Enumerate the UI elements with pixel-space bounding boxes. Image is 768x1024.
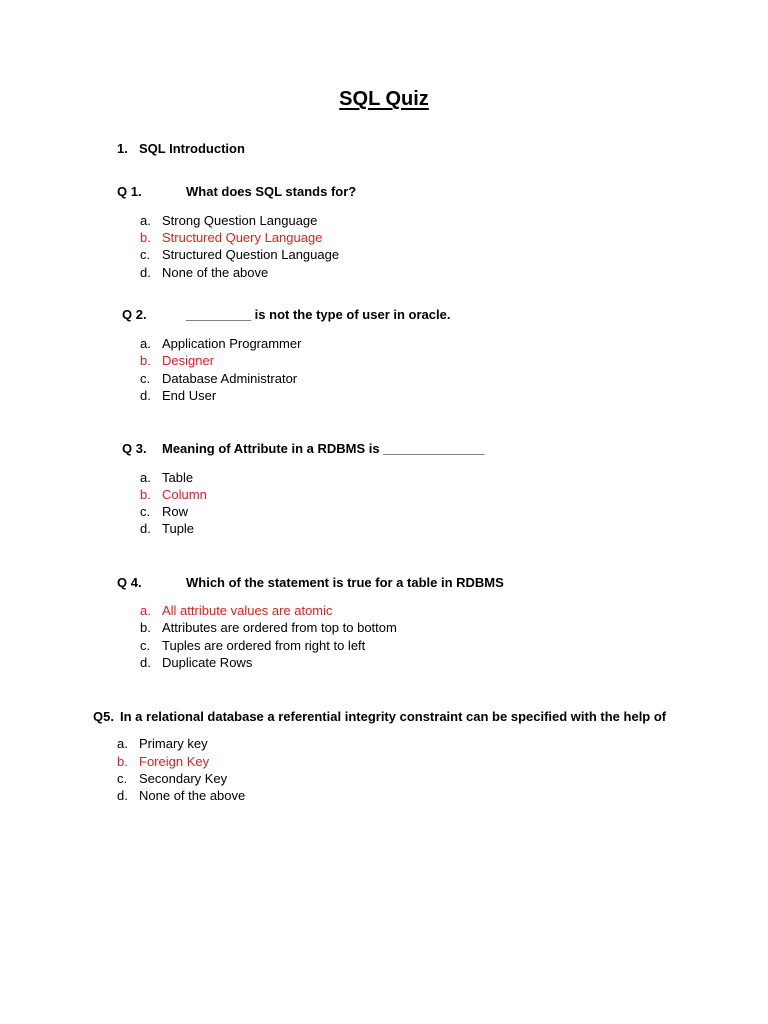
option-4b: b. Attributes are ordered from top to bottom	[140, 620, 397, 635]
option-5a: a. Primary key	[117, 736, 208, 751]
option-2c: c. Database Administrator	[140, 371, 298, 386]
question-3-text: Meaning of Attribute in a RDBMS is ______________	[162, 441, 485, 456]
option-4d: d. Duplicate Rows	[140, 655, 253, 670]
option-4c: c. Tuples are ordered from right to left	[140, 638, 366, 653]
option-1c: c. Structured Question Language	[140, 247, 340, 262]
question-2-text: _________ is not the type of user in oracle.	[186, 307, 451, 322]
option-3d: d. Tuple	[140, 521, 195, 536]
section-label: SQL Introduction	[139, 141, 245, 156]
option-3a: a. Table	[140, 470, 194, 485]
option-5b-correct: b. Foreign Key	[117, 754, 210, 769]
option-3b-correct: b. Column	[140, 487, 207, 502]
question-3-number: Q 3.	[122, 441, 147, 456]
option-1d: d. None of the above	[140, 265, 269, 280]
question-1-text: What does SQL stands for?	[186, 184, 357, 199]
option-5d: d. None of the above	[117, 788, 246, 803]
question-5-number: Q5.	[93, 709, 114, 724]
option-2a: a. Application Programmer	[140, 336, 302, 351]
option-1a: a. Strong Question Language	[140, 213, 318, 228]
page-title: SQL Quiz	[339, 88, 429, 110]
section-number: 1.	[117, 141, 128, 156]
question-2-number: Q 2.	[122, 307, 147, 322]
question-4-text: Which of the statement is true for a table in RDBMS	[186, 575, 504, 590]
option-1b-correct: b. Structured Query Language	[140, 230, 323, 245]
option-5c: c. Secondary Key	[117, 771, 228, 786]
option-4a-correct: a. All attribute values are atomic	[140, 603, 333, 618]
option-2b-correct: b. Designer	[140, 353, 215, 368]
question-5-text: In a relational database a referential integrity constraint can be specified with the help of	[120, 709, 667, 724]
option-3c: c. Row	[140, 504, 189, 519]
question-4-number: Q 4.	[117, 575, 142, 590]
question-1-number: Q 1.	[117, 184, 142, 199]
option-2d: d. End User	[140, 388, 217, 403]
